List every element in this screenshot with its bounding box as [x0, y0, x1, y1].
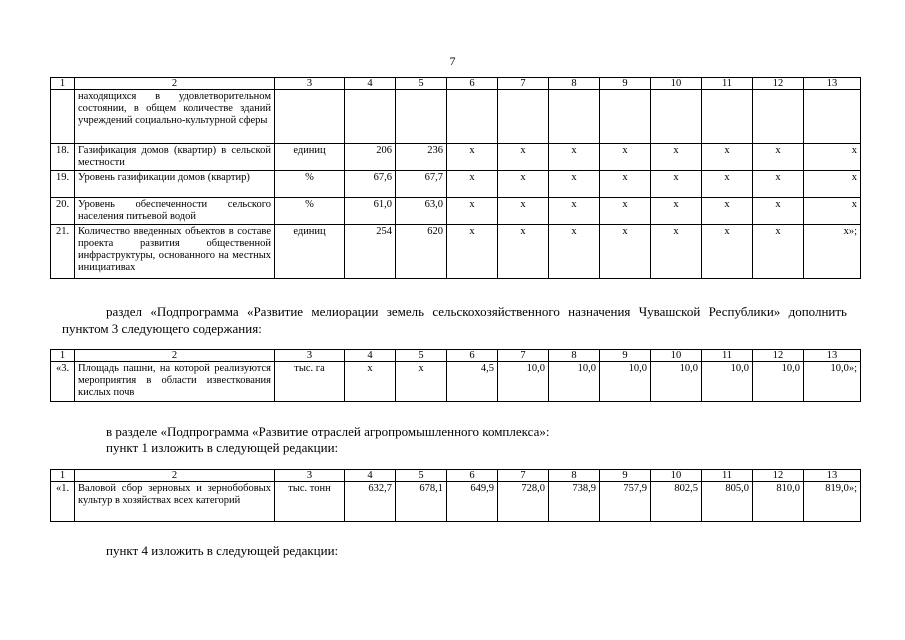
column-number-header: 12 — [753, 470, 804, 482]
value-cell: x — [447, 198, 498, 225]
value-cell: 63,0 — [396, 198, 447, 225]
row-number-cell: 20. — [51, 198, 75, 225]
value-cell: 649,9 — [447, 482, 498, 522]
unit-cell: тыс. тонн — [275, 482, 345, 522]
unit-cell — [275, 90, 345, 144]
column-number-header: 7 — [498, 78, 549, 90]
indicator-name-cell: Уровень обеспеченности сельского населения питьевой водой — [75, 198, 275, 225]
paragraph-melioration: раздел «Подпрограмма «Развитие мелиорации земель сельскохозяйственного назначения Чувашской Республики» дополнить пунктом 3 следующего содержания: — [62, 304, 847, 336]
table-row — [51, 198, 861, 225]
table-row — [51, 90, 861, 144]
value-cell: x — [753, 198, 804, 225]
value-cell: 728,0 — [498, 482, 549, 522]
indicator-name-cell: Количество введенных объектов в составе проекта развития общественной инфраструктуры, основанного на местных инициативах — [75, 225, 275, 279]
value-cell: 10,0 — [702, 362, 753, 402]
indicator-name-cell: находящихся в удовлетворительном состоянии, в общем количестве зданий учреждений социально-культурной сферы — [75, 90, 275, 144]
column-number-header: 3 — [275, 470, 345, 482]
row-number-cell: 19. — [51, 171, 75, 198]
value-cell: x — [702, 171, 753, 198]
column-number-header: 9 — [600, 78, 651, 90]
column-number-header: 7 — [498, 470, 549, 482]
value-cell — [447, 90, 498, 144]
value-cell — [498, 90, 549, 144]
value-cell: x — [549, 198, 600, 225]
value-cell — [345, 90, 396, 144]
value-cell: x — [396, 362, 447, 402]
value-cell: 206 — [345, 144, 396, 171]
value-cell — [396, 90, 447, 144]
column-number-header: 8 — [549, 350, 600, 362]
row-number-cell — [51, 90, 75, 144]
paragraph-agro-section: в разделе «Подпрограмма «Развитие отраслей агропромышленного комплекса»: — [106, 424, 550, 439]
value-cell: x — [549, 144, 600, 171]
value-cell: x — [651, 225, 702, 279]
column-number-header: 1 — [51, 78, 75, 90]
row-number-cell: 21. — [51, 225, 75, 279]
column-number-header: 8 — [549, 470, 600, 482]
page-number: 7 — [449, 54, 456, 68]
value-cell: x — [600, 171, 651, 198]
column-number-header: 12 — [753, 78, 804, 90]
header-row — [51, 470, 861, 482]
column-number-header: 13 — [804, 470, 861, 482]
column-number-header: 1 — [51, 350, 75, 362]
value-cell: x — [702, 144, 753, 171]
value-cell: 67,6 — [345, 171, 396, 198]
value-cell: x — [753, 144, 804, 171]
value-cell: x»; — [804, 225, 861, 279]
table-row — [51, 482, 861, 522]
value-cell: 620 — [396, 225, 447, 279]
column-number-header: 8 — [549, 78, 600, 90]
value-cell: x — [651, 198, 702, 225]
value-cell: 67,7 — [396, 171, 447, 198]
value-cell: x — [753, 225, 804, 279]
table-row — [51, 171, 861, 198]
value-cell: x — [702, 198, 753, 225]
value-cell: 10,0 — [753, 362, 804, 402]
column-number-header: 5 — [396, 78, 447, 90]
value-cell — [702, 90, 753, 144]
indicators-table-1 — [50, 77, 861, 279]
value-cell: 10,0 — [549, 362, 600, 402]
value-cell: x — [804, 144, 861, 171]
value-cell: 805,0 — [702, 482, 753, 522]
value-cell: x — [498, 198, 549, 225]
value-cell: x — [498, 144, 549, 171]
column-number-header: 10 — [651, 350, 702, 362]
column-number-header: 11 — [702, 470, 753, 482]
value-cell: x — [447, 171, 498, 198]
column-number-header: 4 — [345, 350, 396, 362]
column-number-header: 2 — [75, 350, 275, 362]
value-cell: x — [447, 144, 498, 171]
table-row — [51, 144, 861, 171]
value-cell: 61,0 — [345, 198, 396, 225]
column-number-header: 5 — [396, 350, 447, 362]
value-cell: x — [549, 225, 600, 279]
value-cell: x — [345, 362, 396, 402]
column-number-header: 11 — [702, 78, 753, 90]
column-number-header: 4 — [345, 78, 396, 90]
value-cell: 10,0 — [600, 362, 651, 402]
header-row — [51, 350, 861, 362]
value-cell: x — [804, 198, 861, 225]
indicators-table-2 — [50, 349, 861, 402]
column-number-header: 2 — [75, 78, 275, 90]
value-cell: x — [651, 171, 702, 198]
column-number-header: 6 — [447, 78, 498, 90]
column-number-header: 5 — [396, 470, 447, 482]
column-number-header: 6 — [447, 350, 498, 362]
column-number-header: 6 — [447, 470, 498, 482]
value-cell: x — [549, 171, 600, 198]
value-cell: 678,1 — [396, 482, 447, 522]
row-number-cell: «3. — [51, 362, 75, 402]
row-number-cell: «1. — [51, 482, 75, 522]
value-cell: 254 — [345, 225, 396, 279]
column-number-header: 2 — [75, 470, 275, 482]
value-cell: 10,0 — [498, 362, 549, 402]
value-cell: x — [447, 225, 498, 279]
indicator-name-cell: Валовой сбор зерновых и зернобобовых культур в хозяйствах всех категорий — [75, 482, 275, 522]
column-number-header: 10 — [651, 78, 702, 90]
column-number-header: 12 — [753, 350, 804, 362]
column-number-header: 13 — [804, 78, 861, 90]
column-number-header: 11 — [702, 350, 753, 362]
unit-cell: % — [275, 198, 345, 225]
header-row — [51, 78, 861, 90]
value-cell — [753, 90, 804, 144]
value-cell: 632,7 — [345, 482, 396, 522]
unit-cell: тыс. га — [275, 362, 345, 402]
value-cell — [600, 90, 651, 144]
column-number-header: 13 — [804, 350, 861, 362]
table-row — [51, 225, 861, 279]
table-row — [51, 362, 861, 402]
value-cell: x — [600, 144, 651, 171]
value-cell: 810,0 — [753, 482, 804, 522]
value-cell: 236 — [396, 144, 447, 171]
row-number-cell: 18. — [51, 144, 75, 171]
value-cell: 757,9 — [600, 482, 651, 522]
paragraph-item-4: пункт 4 изложить в следующей редакции: — [106, 543, 339, 558]
value-cell: 738,9 — [549, 482, 600, 522]
indicators-table-3 — [50, 469, 861, 522]
indicator-name-cell: Уровень газификации домов (квартир) — [75, 171, 275, 198]
value-cell: x — [753, 171, 804, 198]
value-cell: x — [651, 144, 702, 171]
value-cell: x — [804, 171, 861, 198]
indicator-name-cell: Площадь пашни, на которой реализуются мероприятия в области известкования кислых почв — [75, 362, 275, 402]
paragraph-item-1: пункт 1 изложить в следующей редакции: — [106, 440, 339, 455]
column-number-header: 9 — [600, 470, 651, 482]
value-cell: 10,0»; — [804, 362, 861, 402]
value-cell: x — [702, 225, 753, 279]
value-cell: 802,5 — [651, 482, 702, 522]
column-number-header: 4 — [345, 470, 396, 482]
value-cell — [651, 90, 702, 144]
column-number-header: 3 — [275, 78, 345, 90]
indicator-name-cell: Газификация домов (квартир) в сельской местности — [75, 144, 275, 171]
unit-cell: единиц — [275, 225, 345, 279]
value-cell — [549, 90, 600, 144]
column-number-header: 9 — [600, 350, 651, 362]
value-cell — [804, 90, 861, 144]
value-cell: 819,0»; — [804, 482, 861, 522]
unit-cell: единиц — [275, 144, 345, 171]
value-cell: x — [498, 171, 549, 198]
column-number-header: 1 — [51, 470, 75, 482]
column-number-header: 7 — [498, 350, 549, 362]
unit-cell: % — [275, 171, 345, 198]
value-cell: x — [498, 225, 549, 279]
value-cell: 4,5 — [447, 362, 498, 402]
value-cell: 10,0 — [651, 362, 702, 402]
column-number-header: 3 — [275, 350, 345, 362]
value-cell: x — [600, 225, 651, 279]
column-number-header: 10 — [651, 470, 702, 482]
value-cell: x — [600, 198, 651, 225]
